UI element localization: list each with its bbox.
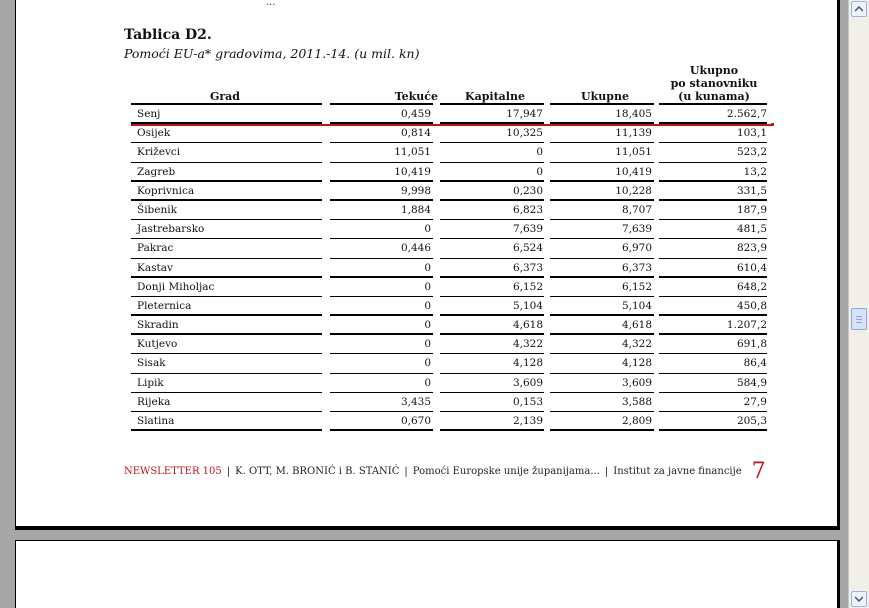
table-row bbox=[129, 316, 769, 335]
page-footer bbox=[124, 455, 766, 484]
cell-grad: Sisak bbox=[137, 357, 166, 370]
cell-tekuce: 0 bbox=[424, 376, 431, 389]
cell-tekuce: 0 bbox=[424, 338, 431, 351]
table-row bbox=[129, 105, 769, 124]
table-title: Tablica D2. bbox=[124, 27, 212, 43]
header-po-stanovniku-line2: po stanovniku bbox=[670, 77, 758, 90]
cell-po-stan: 2.562,7 bbox=[726, 108, 767, 120]
cell-grad: Pleternica bbox=[137, 299, 192, 312]
cell-tekuce: 3,435 bbox=[400, 395, 431, 408]
footer-separator: | bbox=[404, 466, 408, 477]
cell-ukupne: 10,228 bbox=[615, 184, 652, 197]
cell-grad: Jastrebarsko bbox=[137, 223, 205, 236]
cell-ukupne: 4,322 bbox=[621, 338, 652, 351]
thumb-grip bbox=[856, 322, 862, 323]
cell-tekuce: 1,884 bbox=[400, 203, 431, 216]
cell-ukupne: 7,639 bbox=[621, 223, 652, 236]
cell-ukupne: 5,104 bbox=[621, 299, 652, 312]
document-page bbox=[15, 0, 840, 530]
row-rule bbox=[550, 429, 654, 431]
cell-tekuce: 0 bbox=[424, 261, 431, 274]
cell-po-stan: 86,4 bbox=[743, 357, 767, 370]
cell-po-stan: 648,2 bbox=[736, 280, 767, 293]
cell-kapitalne: 0,230 bbox=[512, 184, 543, 197]
data-table bbox=[129, 63, 769, 431]
cell-ukupne: 18,405 bbox=[615, 108, 652, 120]
cell-po-stan: 205,3 bbox=[736, 415, 767, 427]
table-row bbox=[129, 393, 769, 412]
cell-kapitalne: 5,104 bbox=[512, 299, 543, 312]
cell-grad: Donji Miholjac bbox=[137, 280, 215, 293]
cell-tekuce: 0,459 bbox=[400, 108, 431, 120]
cell-grad: Skradin bbox=[137, 319, 179, 332]
cell-ukupne: 6,970 bbox=[621, 242, 652, 255]
cell-grad: Senj bbox=[137, 108, 161, 120]
footer-institute: Institut za javne financije bbox=[613, 466, 742, 477]
scroll-down-button[interactable] bbox=[851, 591, 867, 607]
selection-underline bbox=[131, 124, 771, 126]
cell-grad: Pakrac bbox=[137, 242, 174, 255]
cell-ukupne: 11,051 bbox=[615, 146, 652, 159]
page-top-fragment: ... bbox=[266, 0, 276, 8]
cell-kapitalne: 4,618 bbox=[512, 319, 543, 332]
cell-kapitalne: 2,139 bbox=[512, 415, 543, 427]
scroll-thumb[interactable] bbox=[851, 308, 867, 330]
scroll-up-button[interactable] bbox=[851, 1, 867, 17]
table-row bbox=[129, 143, 769, 162]
cell-ukupne: 4,618 bbox=[621, 319, 652, 332]
cell-po-stan: 187,9 bbox=[736, 203, 767, 216]
cell-po-stan: 450,8 bbox=[736, 299, 767, 312]
thumb-grip bbox=[856, 316, 862, 317]
arrow-down-icon bbox=[855, 596, 863, 602]
footer-newsletter: NEWSLETTER 105 bbox=[124, 466, 222, 477]
cell-kapitalne: 7,639 bbox=[512, 223, 543, 236]
cell-po-stan: 691,8 bbox=[736, 338, 767, 351]
cell-ukupne: 6,373 bbox=[621, 261, 652, 274]
header-po-stanovniku bbox=[659, 64, 769, 103]
footer-separator: | bbox=[226, 466, 231, 477]
cell-grad: Osijek bbox=[137, 127, 171, 140]
table-row bbox=[129, 335, 769, 354]
cell-ukupne: 4,128 bbox=[621, 357, 652, 370]
header-po-stanovniku-line3: (u kunama) bbox=[678, 90, 750, 103]
cell-po-stan: 13,2 bbox=[743, 165, 767, 178]
table-subtitle: Pomoći EU-a* gradovima, 2011.-14. (u mil. kn) bbox=[124, 46, 420, 61]
cell-tekuce: 0 bbox=[424, 223, 431, 236]
cell-po-stan: 523,2 bbox=[736, 146, 767, 159]
cell-kapitalne: 6,823 bbox=[512, 203, 543, 216]
cell-tekuce: 0,446 bbox=[400, 242, 431, 255]
vertical-scrollbar[interactable] bbox=[848, 0, 869, 608]
header-ukupne: Ukupne bbox=[581, 90, 629, 103]
cell-kapitalne: 3,609 bbox=[512, 376, 543, 389]
cell-grad: Zagreb bbox=[137, 165, 176, 178]
cell-tekuce: 0 bbox=[424, 280, 431, 293]
cell-po-stan: 823,9 bbox=[736, 242, 767, 255]
cell-ukupne: 8,707 bbox=[621, 203, 652, 216]
table-row bbox=[129, 201, 769, 220]
cell-po-stan: 27,9 bbox=[743, 395, 767, 408]
cell-tekuce: 9,998 bbox=[400, 184, 431, 197]
cell-kapitalne: 6,524 bbox=[512, 242, 543, 255]
table-row bbox=[129, 412, 769, 431]
cell-po-stan: 481,5 bbox=[736, 223, 767, 236]
table-row bbox=[129, 239, 769, 258]
header-grad: Grad bbox=[209, 90, 240, 103]
cell-kapitalne: 0 bbox=[536, 146, 543, 159]
cell-tekuce: 0,670 bbox=[400, 415, 431, 427]
cell-po-stan: 584,9 bbox=[736, 376, 767, 389]
header-po-stanovniku-line1: Ukupno bbox=[689, 64, 739, 77]
cell-kapitalne: 4,128 bbox=[512, 357, 543, 370]
thumb-grip bbox=[856, 319, 862, 320]
cell-grad: Kastav bbox=[137, 261, 173, 274]
cell-kapitalne: 17,947 bbox=[506, 108, 543, 120]
header-kapitalne: Kapitalne bbox=[465, 90, 525, 103]
cell-grad: Koprivnica bbox=[137, 184, 195, 197]
cell-ukupne: 10,419 bbox=[615, 165, 652, 178]
table-row bbox=[129, 278, 769, 297]
table-row bbox=[129, 182, 769, 201]
cell-ukupne: 3,609 bbox=[621, 376, 652, 389]
cell-po-stan: 610,4 bbox=[736, 261, 767, 274]
next-document-page bbox=[15, 540, 840, 608]
cell-grad: Križevci bbox=[137, 146, 181, 159]
cell-tekuce: 11,051 bbox=[394, 146, 431, 159]
cell-kapitalne: 4,322 bbox=[512, 338, 543, 351]
table-body bbox=[129, 105, 769, 431]
table-row bbox=[129, 297, 769, 316]
cell-kapitalne: 0 bbox=[536, 165, 543, 178]
row-rule bbox=[659, 429, 767, 431]
footer-article: Pomoći Europske unije županijama... bbox=[412, 466, 600, 477]
cell-po-stan: 331,5 bbox=[736, 184, 767, 197]
cell-tekuce: 0 bbox=[424, 319, 431, 332]
cell-grad: Lipik bbox=[137, 376, 164, 389]
cell-grad: Šibenik bbox=[137, 203, 177, 216]
cell-grad: Rijeka bbox=[137, 395, 171, 408]
table-row bbox=[129, 259, 769, 278]
table-row bbox=[129, 124, 769, 143]
cell-po-stan: 1.207,2 bbox=[726, 319, 767, 332]
cell-grad: Kutjevo bbox=[137, 338, 178, 351]
table-row bbox=[129, 354, 769, 373]
row-rule bbox=[131, 429, 322, 431]
header-tekuce: Tekuće bbox=[394, 90, 438, 103]
arrow-up-icon bbox=[855, 6, 863, 12]
table-row bbox=[129, 374, 769, 393]
cell-ukupne: 11,139 bbox=[615, 127, 652, 140]
cell-kapitalne: 6,152 bbox=[512, 280, 543, 293]
cell-po-stan: 103,1 bbox=[736, 127, 767, 140]
footer-authors: K. OTT, M. BRONIĆ i B. STANIĆ bbox=[235, 466, 400, 477]
page-number: 7 bbox=[751, 459, 766, 484]
table-row bbox=[129, 163, 769, 182]
cell-kapitalne: 0,153 bbox=[512, 395, 543, 408]
cell-ukupne: 6,152 bbox=[621, 280, 652, 293]
cell-tekuce: 10,419 bbox=[394, 165, 431, 178]
table-header bbox=[129, 63, 769, 105]
cell-tekuce: 0,814 bbox=[400, 127, 431, 140]
cell-ukupne: 2,809 bbox=[621, 415, 652, 427]
footer-separator: | bbox=[604, 466, 609, 477]
row-rule bbox=[440, 429, 544, 431]
row-rule bbox=[330, 429, 433, 431]
cell-kapitalne: 10,325 bbox=[506, 127, 543, 140]
cell-kapitalne: 6,373 bbox=[512, 261, 543, 274]
table-row bbox=[129, 220, 769, 239]
cell-ukupne: 3,588 bbox=[621, 395, 652, 408]
cell-tekuce: 0 bbox=[424, 299, 431, 312]
cell-grad: Slatina bbox=[137, 415, 175, 427]
cell-tekuce: 0 bbox=[424, 357, 431, 370]
